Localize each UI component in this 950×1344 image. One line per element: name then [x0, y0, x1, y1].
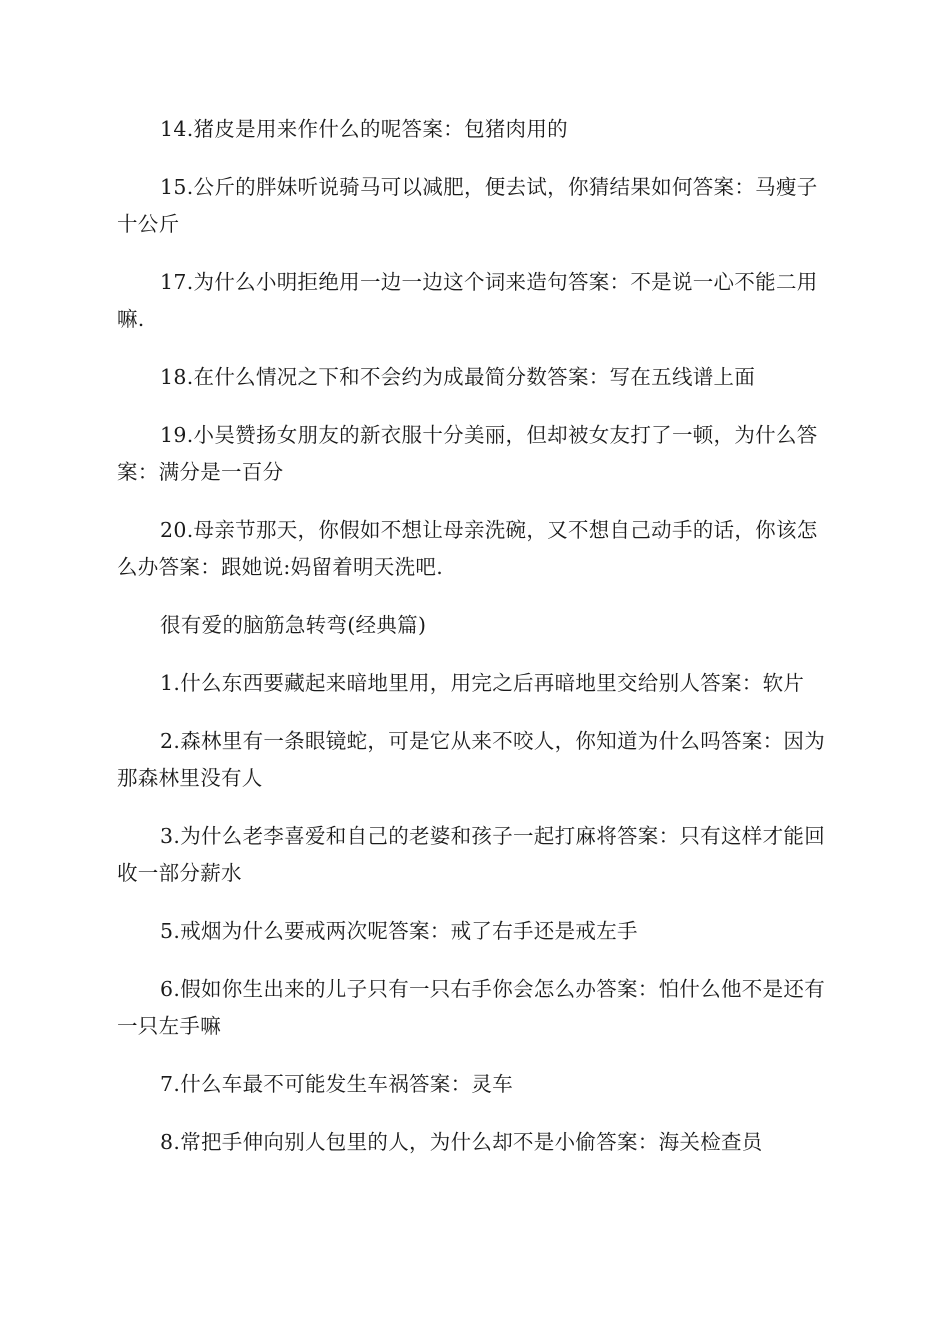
paragraph-q18: 18.在什么情况之下和不会约为成最简分数答案：写在五线谱上面	[160, 365, 756, 389]
section-heading: 很有爱的脑筋急转弯(经典篇)	[160, 613, 427, 637]
paragraph-classic-q6: 6.假如你生出来的儿子只有一只右手你会怎么办答案：怕什么他不是还有一只左手嘛	[117, 977, 826, 1038]
paragraph-q15: 15.公斤的胖妹听说骑马可以减肥，便去试，你猜结果如何答案：马瘦子十公斤	[117, 175, 818, 236]
paragraph-q14: 14.猪皮是用来作什么的呢答案：包猪肉用的	[160, 117, 568, 141]
paragraph-classic-q7: 7.什么车最不可能发生车祸答案：灵车	[160, 1072, 514, 1096]
paragraph-classic-q3: 3.为什么老李喜爱和自己的老婆和孩子一起打麻将答案：只有这样才能回收一部分薪水	[117, 824, 826, 885]
paragraph-q19: 19.小吴赞扬女朋友的新衣服十分美丽，但却被女友打了一顿，为什么答案：满分是一百分	[117, 423, 818, 484]
paragraph-classic-q2: 2.森林里有一条眼镜蛇，可是它从来不咬人，你知道为什么吗答案：因为那森林里没有人	[117, 729, 826, 790]
paragraph-classic-q8: 8.常把手伸向别人包里的人，为什么却不是小偷答案：海关检查员	[160, 1130, 763, 1154]
paragraph-classic-q5: 5.戒烟为什么要戒两次呢答案：戒了右手还是戒左手	[160, 919, 638, 943]
paragraph-q17: 17.为什么小明拒绝用一边一边这个词来造句答案：不是说一心不能二用嘛.	[117, 270, 818, 331]
paragraph-q20: 20.母亲节那天，你假如不想让母亲洗碗，又不想自己动手的话，你该怎么办答案：跟她说:妈留着明天洗吧.	[117, 518, 818, 579]
paragraph-classic-q1: 1.什么东西要藏起来暗地里用，用完之后再暗地里交给别人答案：软片	[160, 671, 805, 695]
